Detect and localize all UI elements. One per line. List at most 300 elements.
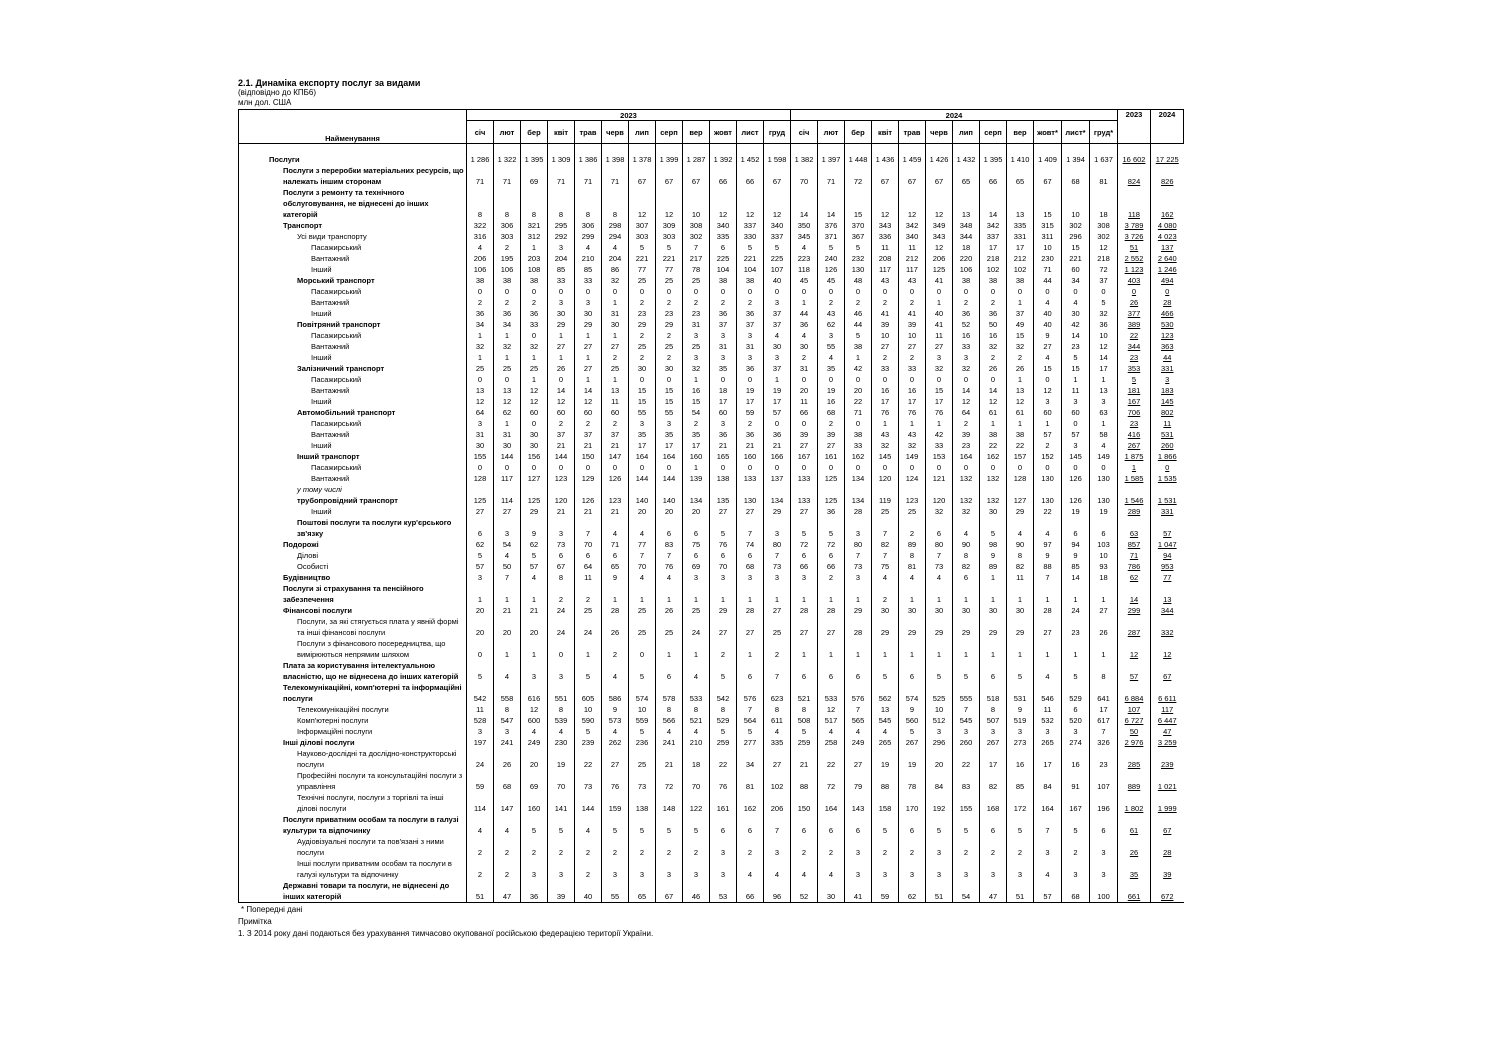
value-cell: 165 [710,451,737,462]
value-cell: 9 [980,550,1007,561]
table-row [239,440,1184,451]
value-cell: 7 [764,550,791,561]
value-cell: 344 [953,231,980,242]
value-cell: 30 [818,880,845,903]
value-cell: 36 [1090,319,1118,330]
value-cell: 73 [926,561,953,572]
row-label: Телекомунікаційні, комп'ютерні та інформаційні послуги [239,682,467,704]
value-cell: 40 [1034,308,1062,319]
value-cell: 9 [1034,330,1062,341]
value-cell [764,484,791,495]
value-cell: 32 [980,341,1007,352]
value-cell: 2 [872,583,899,605]
value-cell: 3 [710,858,737,880]
annual-total-cell: 181 [1118,385,1151,396]
value-cell: 17 [899,396,926,407]
value-cell: 67 [656,880,683,903]
value-cell: 22 [953,748,980,770]
value-cell: 26 [1090,616,1118,638]
value-cell: 26 [980,363,1007,374]
value-cell: 6 [953,572,980,583]
value-cell: 1 [521,638,548,660]
annual-total-cell: 1 021 [1151,770,1184,792]
value-cell: 0 [494,286,521,297]
value-cell: 4 [548,726,575,737]
value-cell: 2 [683,418,710,429]
value-cell: 25 [656,275,683,286]
value-cell: 12 [1034,385,1062,396]
value-cell: 4 [791,242,818,253]
value-cell: 5 [467,660,494,682]
value-cell: 22 [1034,506,1062,517]
value-cell: 3 [845,517,872,539]
value-cell: 12 [467,396,494,407]
value-cell: 5 [764,242,791,253]
value-cell: 326 [1090,737,1118,748]
value-cell: 127 [521,473,548,484]
value-cell: 25 [683,605,710,616]
value-cell: 3 [521,858,548,880]
value-cell: 298 [602,220,629,231]
value-cell: 1 [548,330,575,341]
value-cell: 0 [1062,418,1090,429]
value-cell: 62 [899,880,926,903]
value-cell: 60 [1062,407,1090,418]
value-cell: 43 [872,275,899,286]
value-cell: 11 [1062,385,1090,396]
annual-total-cell: 1 535 [1151,473,1184,484]
value-cell: 11 [602,396,629,407]
value-cell: 33 [872,363,899,374]
value-cell: 1 398 [602,154,629,165]
value-cell: 18 [953,242,980,253]
value-cell: 5 [575,660,602,682]
value-cell: 27 [737,616,764,638]
value-cell: 125 [926,264,953,275]
value-cell: 2 [494,242,521,253]
value-cell: 24 [683,616,710,638]
value-cell: 54 [683,407,710,418]
value-cell: 558 [494,682,521,704]
value-cell: 55 [656,407,683,418]
value-cell [953,484,980,495]
table-row [239,836,1184,858]
value-cell: 0 [737,374,764,385]
value-cell: 29 [926,616,953,638]
row-label: Аудіовізуальні послуги та пов'язані з ними послуги [239,836,467,858]
value-cell: 2 [467,297,494,308]
value-cell: 27 [899,341,926,352]
value-cell: 27 [737,506,764,517]
value-cell: 345 [791,231,818,242]
value-cell: 30 [521,440,548,451]
annual-total-cell: 389 [1118,319,1151,330]
value-cell: 32 [926,506,953,517]
value-cell: 1 [1007,297,1034,308]
row-label: Пасажирський [239,286,467,297]
value-cell: 1 [764,374,791,385]
value-cell: 67 [548,561,575,572]
value-cell: 27 [1090,605,1118,616]
value-cell: 30 [548,308,575,319]
value-cell: 35 [818,363,845,374]
value-cell: 7 [872,550,899,561]
value-cell: 3 [926,726,953,737]
value-cell: 7 [845,550,872,561]
value-cell: 5 [710,517,737,539]
value-cell: 50 [980,319,1007,330]
value-cell: 149 [1090,451,1118,462]
value-cell: 3 [683,858,710,880]
value-cell: 14 [575,385,602,396]
value-cell: 11 [926,330,953,341]
value-cell: 2 [953,297,980,308]
value-cell: 1 [845,352,872,363]
value-cell: 1 [683,462,710,473]
value-cell: 2 [548,836,575,858]
value-cell: 36 [521,880,548,903]
value-cell: 14 [980,187,1007,220]
value-cell: 6 [737,814,764,836]
value-cell: 5 [656,814,683,836]
value-cell: 337 [737,220,764,231]
value-cell: 120 [872,473,899,484]
value-cell: 0 [494,462,521,473]
value-cell: 2 [521,836,548,858]
value-cell [872,484,899,495]
value-cell: 65 [1007,165,1034,187]
value-cell: 0 [845,286,872,297]
value-cell: 1 [467,583,494,605]
value-cell: 3 [764,297,791,308]
value-cell: 36 [737,429,764,440]
value-cell: 123 [602,495,629,506]
value-cell: 36 [980,308,1007,319]
value-cell: 52 [791,880,818,903]
value-cell: 34 [467,319,494,330]
value-cell: 2 [494,297,521,308]
value-cell: 130 [845,264,872,275]
value-cell: 6 [683,517,710,539]
value-cell: 299 [575,231,602,242]
table-row [239,638,1184,660]
value-cell: 2 [656,330,683,341]
annual-total-cell: 17 225 [1151,154,1184,165]
value-cell: 83 [953,770,980,792]
value-cell: 1 [467,352,494,363]
value-cell: 35 [683,429,710,440]
value-cell: 29 [1007,616,1034,638]
table-row [239,748,1184,770]
table-row [239,682,1184,704]
value-cell: 225 [764,253,791,264]
annual-total-cell [1151,484,1184,495]
value-cell: 23 [1062,341,1090,352]
value-cell: 2 [602,418,629,429]
value-cell: 249 [845,737,872,748]
value-cell: 166 [764,451,791,462]
value-cell: 40 [764,275,791,286]
value-cell: 0 [710,374,737,385]
value-cell: 1 [656,583,683,605]
value-cell: 108 [521,264,548,275]
annual-total-cell: 67 [1151,660,1184,682]
value-cell: 167 [1062,792,1090,814]
value-cell: 7 [656,550,683,561]
value-cell: 277 [737,737,764,748]
value-cell: 36 [791,319,818,330]
table-row [239,660,1184,682]
annual-total-cell: 118 [1118,187,1151,220]
value-cell: 1 399 [656,154,683,165]
value-cell: 260 [953,737,980,748]
value-cell: 210 [683,737,710,748]
value-cell: 4 [818,352,845,363]
value-cell: 578 [656,682,683,704]
row-label: Будівництво [239,572,467,583]
annual-total-cell: 1 802 [1118,792,1151,814]
value-cell: 367 [845,231,872,242]
value-cell: 0 [791,418,818,429]
value-cell: 555 [953,682,980,704]
annual-total-cell: 117 [1151,704,1184,715]
value-cell: 342 [980,220,1007,231]
value-cell: 26 [548,363,575,374]
value-cell: 0 [467,286,494,297]
value-cell: 6 [710,242,737,253]
value-cell: 2 [818,418,845,429]
value-cell: 0 [548,638,575,660]
value-cell: 3 [872,858,899,880]
value-cell: 547 [494,715,521,726]
annual-total-cell: 2 640 [1151,253,1184,264]
value-cell: 3 [710,330,737,341]
value-cell: 106 [494,264,521,275]
value-cell: 6 [467,517,494,539]
value-cell: 6 [845,660,872,682]
table-row [239,473,1184,484]
value-cell: 72 [656,770,683,792]
value-cell: 321 [521,220,548,231]
value-cell: 1 [575,374,602,385]
value-cell: 1 395 [980,154,1007,165]
row-label: Фінансові послуги [239,605,467,616]
value-cell: 89 [980,561,1007,572]
value-cell: 102 [980,264,1007,275]
value-cell: 33 [575,275,602,286]
value-cell: 102 [764,770,791,792]
value-cell: 12 [575,396,602,407]
value-cell: 1 [1062,374,1090,385]
value-cell: 102 [1007,264,1034,275]
value-cell: 3 [1007,858,1034,880]
value-cell: 600 [521,715,548,726]
value-cell: 19 [872,748,899,770]
value-cell: 67 [764,165,791,187]
value-cell: 212 [1007,253,1034,264]
value-cell: 70 [791,165,818,187]
value-cell: 5 [629,814,656,836]
value-cell: 0 [980,286,1007,297]
value-cell: 521 [791,682,818,704]
month-header: лист [737,121,764,144]
value-cell: 2 [764,638,791,660]
value-cell: 331 [1007,231,1034,242]
value-cell: 223 [791,253,818,264]
value-cell: 10 [1090,550,1118,561]
value-cell: 533 [818,682,845,704]
value-cell: 1 [467,330,494,341]
value-cell: 3 [1090,858,1118,880]
value-cell: 4 [899,572,926,583]
annual-total-cell: 61 [1118,814,1151,836]
value-cell: 1 [980,583,1007,605]
table-row [239,572,1184,583]
value-cell: 103 [1090,539,1118,550]
value-cell: 2 [656,836,683,858]
value-cell [710,484,737,495]
value-cell: 3 [764,352,791,363]
value-cell: 85 [1007,770,1034,792]
value-cell: 147 [494,792,521,814]
value-cell: 69 [521,770,548,792]
value-cell: 8 [1090,660,1118,682]
value-cell: 0 [521,418,548,429]
value-cell: 5 [629,660,656,682]
value-cell: 2 [683,836,710,858]
value-cell: 21 [494,605,521,616]
value-cell: 6 [737,550,764,561]
value-cell: 0 [737,462,764,473]
value-cell: 23 [953,440,980,451]
value-cell: 312 [521,231,548,242]
value-cell: 7 [1034,572,1062,583]
value-cell: 86 [602,264,629,275]
value-cell: 220 [953,253,980,264]
value-cell: 37 [764,308,791,319]
value-cell: 5 [1062,660,1090,682]
value-cell: 566 [656,715,683,726]
value-cell: 8 [791,704,818,715]
value-cell: 0 [953,462,980,473]
total-2024-header: 2024 [1151,110,1184,144]
value-cell: 30 [602,319,629,330]
value-cell: 5 [980,517,1007,539]
row-label: Пасажирський [239,374,467,385]
value-cell: 17 [1034,748,1062,770]
value-cell: 31 [494,429,521,440]
annual-total-cell: 531 [1151,429,1184,440]
value-cell: 20 [494,616,521,638]
value-cell: 5 [1090,297,1118,308]
value-cell: 576 [737,682,764,704]
value-cell: 119 [872,495,899,506]
value-cell: 4 [575,814,602,836]
row-label: у тому числі [239,484,467,495]
value-cell: 6 [1062,517,1090,539]
value-cell: 1 [494,330,521,341]
value-cell: 46 [845,308,872,319]
table-row [239,264,1184,275]
value-cell: 4 [737,858,764,880]
month-header: серп [980,121,1007,144]
value-cell: 2 [629,297,656,308]
value-cell: 1 378 [629,154,656,165]
table-row [239,165,1184,187]
annual-total-cell: 1 546 [1118,495,1151,506]
value-cell: 512 [926,715,953,726]
value-cell: 11 [791,396,818,407]
value-cell: 267 [899,737,926,748]
value-cell: 38 [845,341,872,352]
value-cell: 17 [926,396,953,407]
value-cell: 106 [953,264,980,275]
value-cell: 4 [1034,660,1062,682]
value-cell: 2 [575,418,602,429]
value-cell: 162 [845,451,872,462]
annual-total-cell: 107 [1118,704,1151,715]
value-cell: 3 [1090,396,1118,407]
table-row [239,737,1184,748]
value-cell: 1 [845,583,872,605]
value-cell: 63 [1090,407,1118,418]
value-cell: 292 [548,231,575,242]
value-cell: 3 [494,726,521,737]
value-cell: 8 [494,704,521,715]
value-cell: 10 [575,704,602,715]
value-cell: 152 [1034,451,1062,462]
row-label: трубопровідний транспорт [239,495,467,506]
value-cell: 14 [1062,330,1090,341]
value-cell: 3 [818,330,845,341]
value-cell: 1 [980,638,1007,660]
value-cell: 0 [548,286,575,297]
value-cell: 132 [953,495,980,506]
year-2024-header: 2024 [791,110,1118,121]
value-cell: 2 [1007,836,1034,858]
value-cell: 17 [1090,704,1118,715]
value-cell: 30 [1007,605,1034,616]
value-cell: 41 [899,308,926,319]
value-cell: 16 [1062,748,1090,770]
value-cell: 126 [602,473,629,484]
value-cell: 559 [629,715,656,726]
value-cell: 4 [683,726,710,737]
value-cell: 6 [575,550,602,561]
value-cell: 9 [1062,550,1090,561]
value-cell [737,484,764,495]
value-cell: 133 [791,495,818,506]
table-row [239,374,1184,385]
value-cell: 33 [521,319,548,330]
value-cell: 67 [872,165,899,187]
value-cell: 25 [629,275,656,286]
value-cell: 1 286 [467,154,494,165]
value-cell [845,484,872,495]
month-header: квіт [872,121,899,144]
value-cell: 170 [899,792,926,814]
value-cell: 0 [629,286,656,297]
value-cell: 8 [467,187,494,220]
value-cell [629,484,656,495]
value-cell: 14 [953,385,980,396]
value-cell: 30 [926,605,953,616]
row-label: Повітряний транспорт [239,319,467,330]
value-cell: 32 [494,341,521,352]
value-cell: 1 [1090,374,1118,385]
table-row [239,583,1184,605]
value-cell: 20 [467,605,494,616]
